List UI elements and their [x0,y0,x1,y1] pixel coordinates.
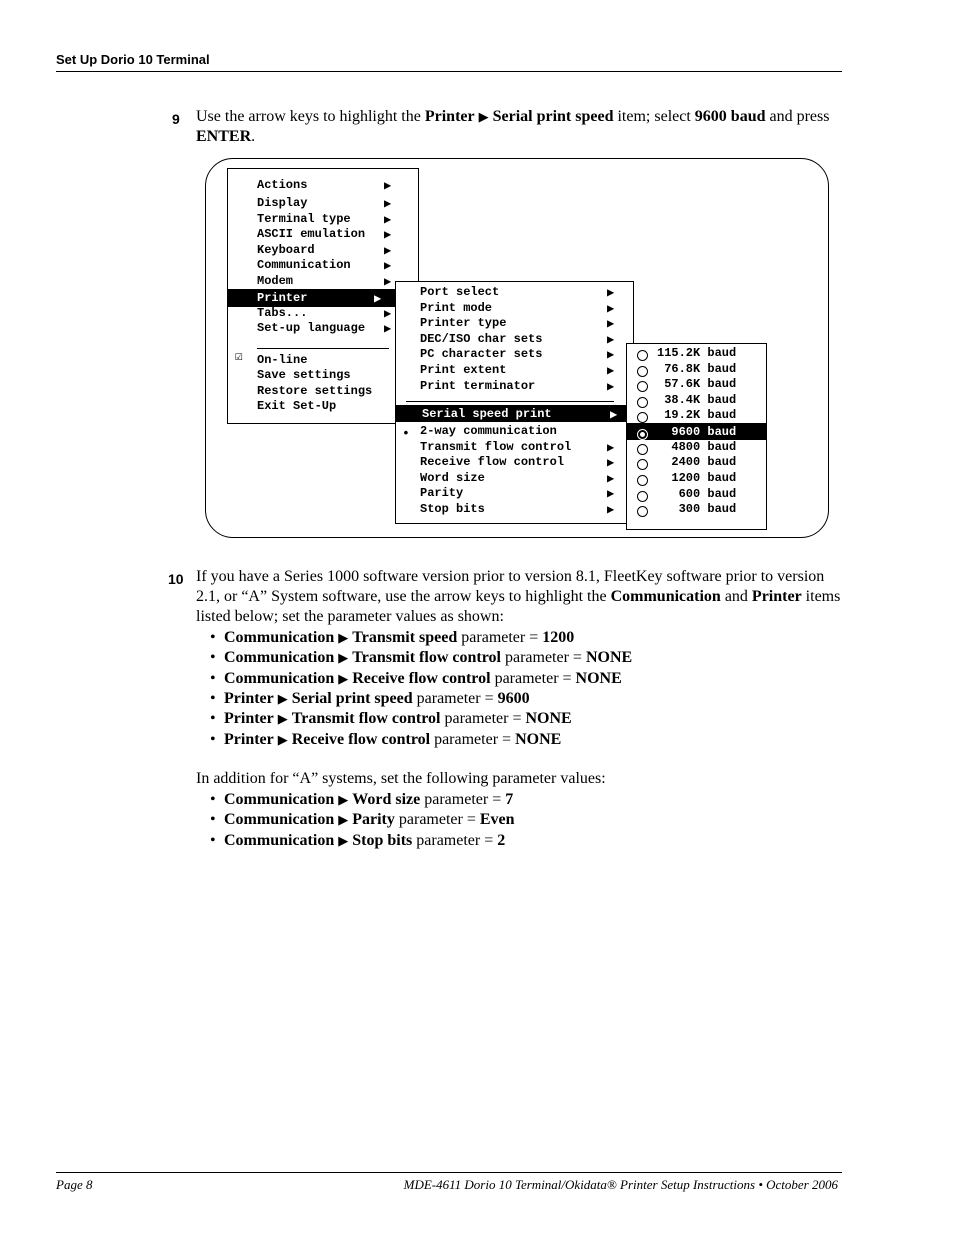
baud-option[interactable]: 2400 baud [657,455,737,469]
submenu-arrow-icon: ▶ [277,690,288,706]
submenu-arrow-icon: ▶ [338,650,349,666]
submenu-arrow-icon: ▶ [384,197,392,211]
submenu-arrow-icon: ▶ [338,812,349,828]
baud-option[interactable]: 57.6K baud [657,377,737,391]
radio-icon[interactable] [637,366,648,377]
submenu-item-serial-speed-print[interactable]: Serial speed print [422,407,552,421]
submenu-arrow-icon: ▶ [277,731,288,747]
baud-option[interactable]: 600 baud [657,487,737,501]
menu-item-communication[interactable]: Communication [257,258,351,272]
step-number-9: 9 [172,111,180,127]
baud-option[interactable]: 1200 baud [657,471,737,485]
parameter-value: NONE [585,649,633,667]
submenu-arrow-icon: ▶ [607,348,615,362]
submenu-arrow-icon: ▶ [374,292,382,306]
submenu-item-receive-flow-control[interactable]: Receive flow control [420,455,565,469]
bullet-item [210,790,513,810]
menu-name: Communication [224,791,335,808]
menu-name: Communication [224,649,335,667]
parameter-label: parameter = [434,730,512,748]
submenu-arrow-icon: ▶ [607,364,615,378]
bullet-item [210,628,574,648]
menu-item-display[interactable]: Display [257,196,308,210]
submenu-arrow-icon: ▶ [610,408,618,422]
menu-name: Communication [224,629,335,646]
menu-divider [257,348,389,349]
baud-option[interactable]: 300 baud [657,502,737,516]
submenu-arrow-icon: ▶ [607,380,615,394]
menu-item-terminal-type[interactable]: Terminal type [257,212,351,226]
step-number-10: 10 [168,571,184,587]
submenu-item-stop-bits[interactable]: Stop bits [420,502,485,516]
radio-icon[interactable] [637,506,648,517]
parameter-label: parameter = [504,649,582,667]
header-rule [56,71,842,72]
menu-item-on-line[interactable]: On-line [257,353,308,367]
radio-icon[interactable] [637,381,648,392]
baud-option[interactable]: 76.8K baud [657,362,737,376]
bullet-item [210,648,632,668]
item-name: Receive flow control [291,730,431,748]
bullet-icon: • [210,649,216,667]
submenu-item-parity[interactable]: Parity [420,486,464,500]
submenu-arrow-icon: ▶ [607,487,615,501]
submenu-arrow-icon: ▶ [384,322,392,336]
baud-option[interactable]: 38.4K baud [657,393,737,407]
item-name: Transmit flow control [291,710,441,728]
parameter-label: parameter = [494,669,572,687]
baud-option[interactable]: 115.2K baud [657,346,737,360]
radio-icon[interactable] [637,412,648,423]
bullet-icon: • [402,426,410,441]
submenu-arrow-icon: ▶ [607,456,615,470]
menu-highlight [228,289,398,307]
baud-option[interactable]: 9600 baud [657,425,737,439]
bullet-icon: • [210,629,216,646]
submenu-item-word-size[interactable]: Word size [420,471,485,485]
menu-name: Communication [224,811,335,829]
submenu-arrow-icon: ▶ [277,711,288,727]
submenu-arrow-icon: ▶ [607,503,615,517]
parameter-value: 9600 [497,689,530,707]
submenu-arrow-icon: ▶ [384,244,392,258]
setup-main-menu [227,168,419,424]
submenu-item-2-way-communication[interactable]: 2-way communication [420,424,557,438]
bullet-icon: • [210,669,216,687]
submenu-arrow-icon: ▶ [607,302,615,316]
submenu-arrow-icon: ▶ [338,792,349,807]
submenu-arrow-icon: ▶ [384,228,392,242]
parameter-value: Even [479,811,515,829]
submenu-arrow-icon: ▶ [607,472,615,486]
parameter-value: NONE [575,669,622,687]
parameter-label: parameter = [398,811,476,829]
item-name: Receive flow control [352,669,491,687]
submenu-arrow-icon: ▶ [384,275,392,289]
footer-doc-title: MDE-4611 Dorio 10 Terminal/Okidata® Printer Setup Instructions • October 2006 [403,1177,838,1192]
submenu-arrow-icon: ▶ [384,213,392,227]
submenu-item-transmit-flow-control[interactable]: Transmit flow control [420,440,572,454]
menu-item-exit-set-up[interactable]: Exit Set-Up [257,399,337,413]
submenu-arrow-icon: ▶ [607,333,615,347]
bullet-item [210,810,515,830]
menu-name: Communication [224,669,335,687]
parameter-label: parameter = [416,689,494,707]
submenu-item-dec-iso-char-sets[interactable]: DEC/ISO char sets [420,332,543,346]
bullet-item [210,831,505,851]
radio-icon[interactable] [637,350,648,361]
menu-item-keyboard[interactable]: Keyboard [257,243,315,257]
submenu-arrow-icon: ▶ [607,441,615,455]
step-9-text: Use the arrow keys to highlight the Printer ▶ Serial print speed item; select 9600 baud and press ENTER. [196,108,830,145]
parameter-label: parameter = [461,629,539,646]
submenu-item-print-extent[interactable]: Print extent [420,363,507,377]
submenu-item-printer-type[interactable]: Printer type [420,316,507,330]
item-name: Word size [352,791,421,808]
step-10-addendum: In addition for “A” systems, set the following parameter values: [196,770,606,787]
item-name: Transmit speed [352,629,458,646]
submenu-arrow-icon: ▶ [607,286,615,300]
menu-item-modem[interactable]: Modem [257,274,294,288]
submenu-item-print-mode[interactable]: Print mode [420,301,493,315]
radio-icon[interactable] [637,459,648,470]
bullet-icon: • [210,791,216,808]
menu-item-tabs[interactable]: Tabs... [257,306,308,320]
parameter-value: 1200 [542,629,575,646]
printer-submenu [395,281,634,524]
radio-icon[interactable] [637,444,648,455]
baud-option[interactable]: 19.2K baud [657,408,737,422]
menu-name: Communication [224,831,335,849]
parameter-value: 7 [505,791,514,808]
menu-item-restore-settings[interactable]: Restore settings [257,384,373,398]
menu-item-actions[interactable]: Actions [257,178,308,192]
bullet-item [210,689,530,709]
menu-name: Printer [224,710,274,728]
submenu-arrow-icon: ▶ [338,630,349,645]
radio-icon[interactable] [637,475,648,486]
bullet-item [210,730,561,750]
page-number: Page 8 [56,1177,93,1192]
bullet-item [210,669,622,689]
menu-item-save-settings[interactable]: Save settings [257,368,351,382]
submenu-arrow-icon: ▶ [384,307,392,321]
item-name: Transmit flow control [352,649,501,667]
menu-item-printer[interactable]: Printer [257,291,308,305]
bullet-icon: • [210,689,216,707]
baud-rate-submenu [626,343,767,530]
menu-item-set-up-language[interactable]: Set-up language [257,321,366,335]
menu-name: Printer [224,689,274,707]
checkbox-icon: ☑ [235,349,243,364]
footer-rule [56,1172,842,1173]
radio-icon[interactable] [637,491,648,502]
parameter-label: parameter = [416,831,494,849]
radio-icon[interactable] [637,397,648,408]
item-name: Serial print speed [291,689,413,707]
menu-item-ascii-emulation[interactable]: ASCII emulation [257,227,366,241]
menu-name: Printer [224,730,274,748]
bullet-icon: • [210,831,216,849]
submenu-item-port-select[interactable]: Port select [420,285,500,299]
submenu-arrow-icon: ▶ [384,179,392,193]
submenu-arrow-icon: ▶ [384,259,392,273]
item-name: Parity [352,811,395,829]
bullet-icon: • [210,811,216,829]
bullet-icon: • [210,710,216,728]
item-name: Stop bits [352,831,413,849]
parameter-value: 2 [497,831,506,849]
submenu-arrow-icon: ▶ [338,670,349,686]
bullet-item [210,709,572,729]
submenu-arrow-icon: ▶ [338,832,349,848]
parameter-label: parameter = [444,710,522,728]
menu-divider [406,401,614,402]
parameter-value: NONE [515,730,562,748]
running-header: Set Up Dorio 10 Terminal [56,52,210,67]
bullet-icon: • [210,730,216,748]
step-10-text: If you have a Series 1000 software version prior to version 8.1, FleetKey software prior to version 2.1, or “A” System software, use the arrow keys to highlight the Communication and Printer items listed below; set the parameter values as shown: [196,568,841,625]
submenu-arrow-icon: ▶ [607,317,615,331]
submenu-item-print-terminator[interactable]: Print terminator [420,379,536,393]
radio-selected-icon[interactable] [637,429,648,440]
parameter-label: parameter = [424,791,502,808]
parameter-value: NONE [525,710,572,728]
baud-option[interactable]: 4800 baud [657,440,737,454]
submenu-item-pc-character-sets[interactable]: PC character sets [420,347,543,361]
